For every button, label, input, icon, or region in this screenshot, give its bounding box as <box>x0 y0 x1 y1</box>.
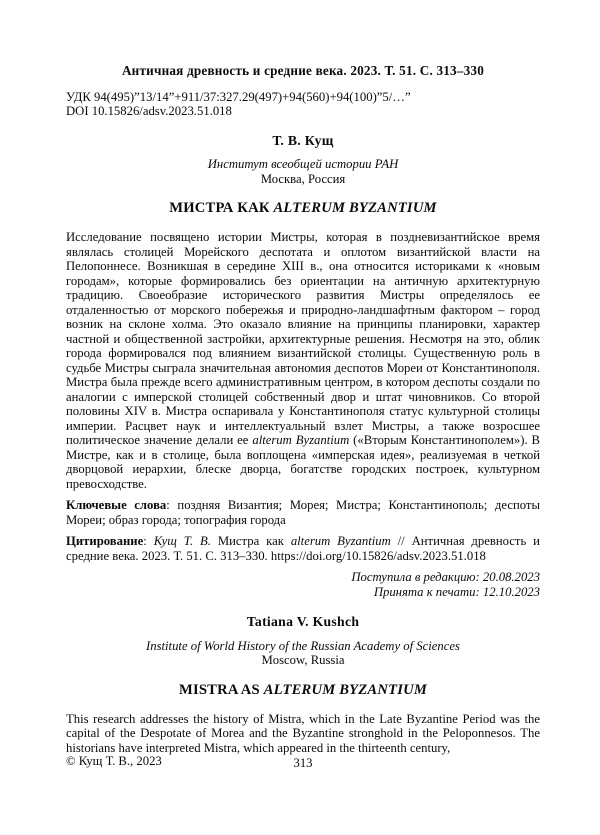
doi-line: DOI 10.15826/adsv.2023.51.018 <box>66 104 232 118</box>
udk-line: УДК 94(495)”13/14”+911/37:327.29(497)+94(560)+94(100)”5/…” <box>66 89 411 104</box>
copyright-notice: © Кущ Т. В., 2023 <box>66 754 162 768</box>
author-location-en: Moscow, Russia <box>261 653 345 667</box>
article-title-en: MISTRA AS ALTERUM BYZANTIUM <box>178 681 427 698</box>
received-date-line: Поступила в редакцию: 20.08.2023 <box>351 570 540 584</box>
submission-dates <box>66 570 540 599</box>
author-location-ru: Москва, Россия <box>260 171 346 186</box>
page-number: 313 <box>293 756 313 770</box>
author-affiliation-en: Institute of World History of the Russian Academy of Sciences <box>146 638 460 653</box>
article-title-ru: МИСТРА КАК ALTERUM BYZANTIUM <box>169 200 437 216</box>
author-name-ru: Т. В. Кущ <box>272 132 334 148</box>
author-name-en: Tatiana V. Kushch <box>246 614 360 629</box>
author-affiliation-ru: Институт всеобщей истории РАН <box>207 157 399 171</box>
page-footer <box>66 754 540 772</box>
citation-ru: Цитирование: Кущ Т. В. Мистра как alterum Byzantium // Античная древность и средние века. 2023. Т. 51. С. 313–330. https://doi.org/10.15826/adsv.2023.51.018 <box>66 534 540 563</box>
keywords-ru: Ключевые слова: поздняя Византия; Морея; Мистра; Константинополь; деспоты Мореи; образ города; топография города <box>66 498 540 527</box>
journal-header-line: Античная древность и средние века. 2023. Т. 51. С. 313–330 <box>121 63 485 78</box>
accepted-date-line: Принята к печати: 12.10.2023 <box>373 584 540 599</box>
abstract-ru: Исследование посвящено истории Мистры, которая в поздневизантийское время являлась столицей Морейского деспотата и оплотом византийской власти на Пелопоннесе. Возникшая в середине XIII в., она относится историками к «новым городам», которые формировались без ориентации на античную архитектурную традицию. Своеобразие исторического развития Мистры определялось ее отдаленностью от морского побережья и природно-ландшафтным фактором – город возник на склоне холма. Это оказало влияние на принципы планировки, характер частной и общественной застройки, архитектурные решения. Несмотря на это, облик города формировался под влиянием византийской столицы. Существенную роль в судьбе Мистры сыграла значительная автономия деспотов Мореи от Константинополя. Мистра была прежде всего административным центром, в котором деспоты создали по аналогии с имперской столицей собственный двор и штат чиновников. Со второй половины XIV в. Мистра оспаривала у Константинополя статус культурной столицы империи. Расцвет наук и интеллектуальный взлет Мистры, а также возросшее политическое значение делали ее alterum Byzantium («Вторым Константинополем»). В Мистре, как и в столице, была воплощена «имперская идея», реализуемая в четкой дворцовой иерархии, блеске дворца, богатстве городских построек, культурном превосходстве. <box>66 230 540 491</box>
abstract-en: This research addresses the history of Mistra, which in the Late Byzantine Period was the capital of the Despotate of Morea and the Byzantine stronghold in the Peloponnesos. The historians have interpreted Mistra, which appeared in the thirteenth century, <box>66 711 540 755</box>
